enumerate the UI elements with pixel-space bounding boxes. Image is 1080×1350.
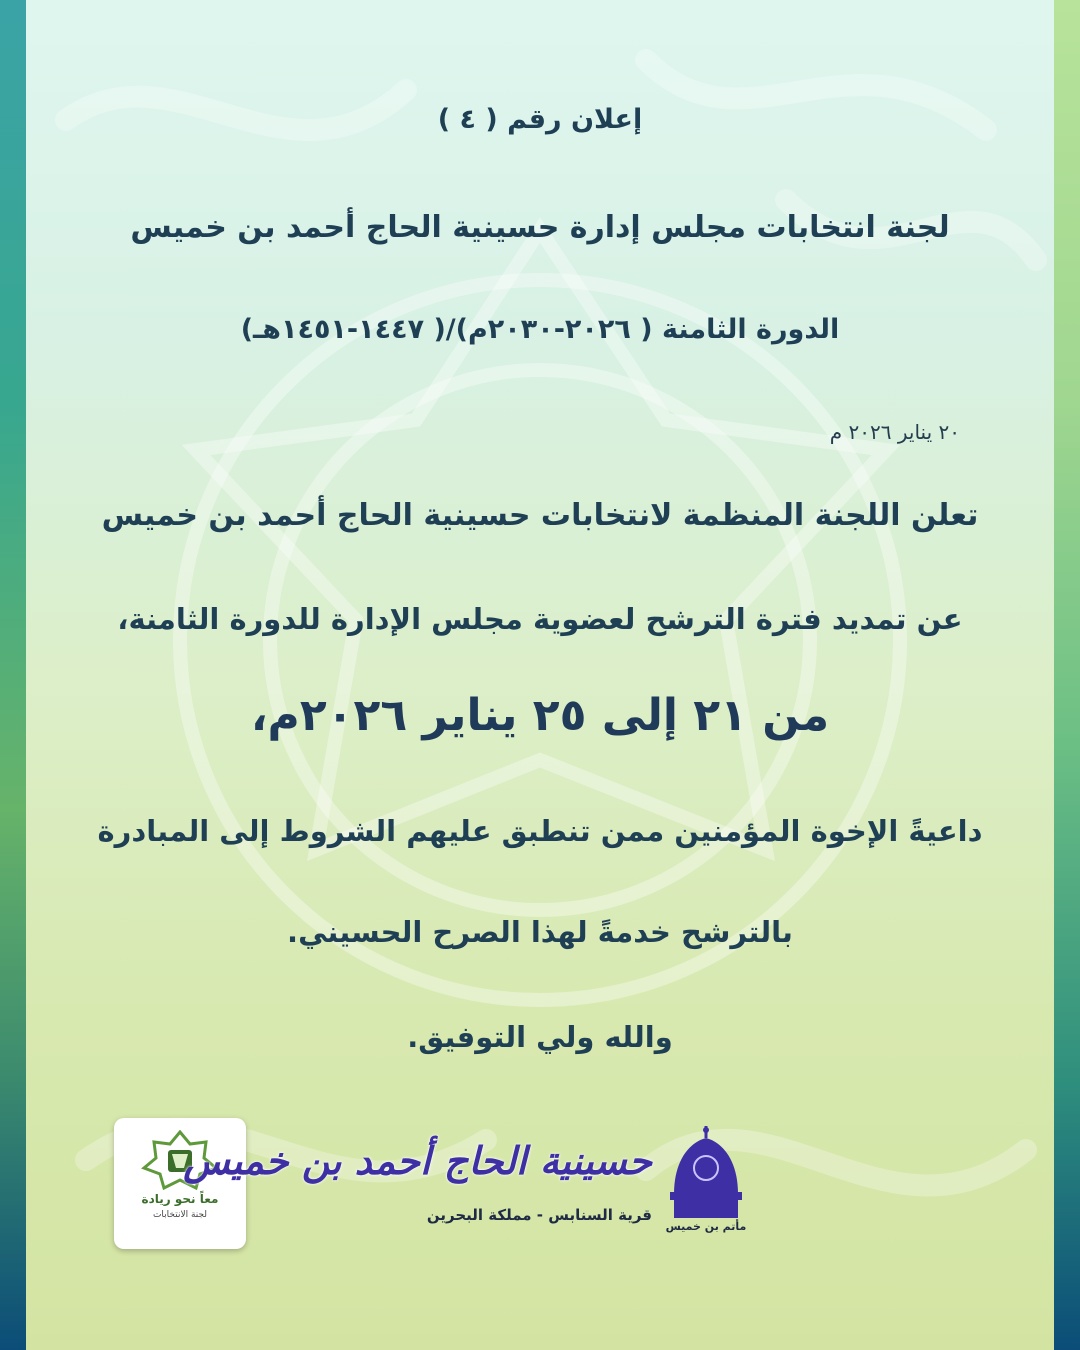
body-line-1: تعلن اللجنة المنظمة لانتخابات حسينية الحاج أحمد بن خميس <box>101 498 979 533</box>
session-heading: الدورة الثامنة ( ٢٠٢٦-٢٠٣٠م)/( ١٤٤٧-١٤٥١هـ) <box>240 314 840 345</box>
brand-name: حسينية الحاج أحمد بن خميس <box>183 1138 652 1183</box>
logo-label: لجنة الانتخابات <box>152 1210 208 1220</box>
extension-period: من ٢١ إلى ٢٥ يناير ٢٠٢٦م، <box>250 690 830 741</box>
body-line-2: عن تمديد فترة الترشح لعضوية مجلس الإدارة للدورة الثامنة، <box>117 602 963 636</box>
announcement-sheet <box>26 0 1054 1350</box>
emblem-text: مأتم بن خميس <box>665 1220 747 1233</box>
announcement-title: إعلان رقم ( ٤ ) <box>437 104 643 135</box>
logo-slogan: معاً نحو ريادة <box>141 1192 219 1206</box>
brand-tagline: قرية السنابس - مملكة البحرين <box>426 1206 652 1224</box>
committee-heading: لجنة انتخابات مجلس إدارة حسينية الحاج أحمد بن خميس <box>130 210 950 245</box>
body-line-4: داعيةً الإخوة المؤمنين ممن تنطبق عليهم الشروط إلى المبادرة <box>97 814 983 848</box>
hussainiya-brand <box>183 1124 752 1234</box>
left-border <box>0 0 26 1350</box>
right-border <box>1054 0 1080 1350</box>
dome-emblem-icon <box>660 1124 752 1234</box>
closing-line: والله ولي التوفيق. <box>407 1020 673 1054</box>
announcement-date: ٢٠ يناير ٢٠٢٦ م <box>829 420 960 444</box>
body-line-5: بالترشح خدمةً لهذا الصرح الحسيني. <box>287 915 793 949</box>
